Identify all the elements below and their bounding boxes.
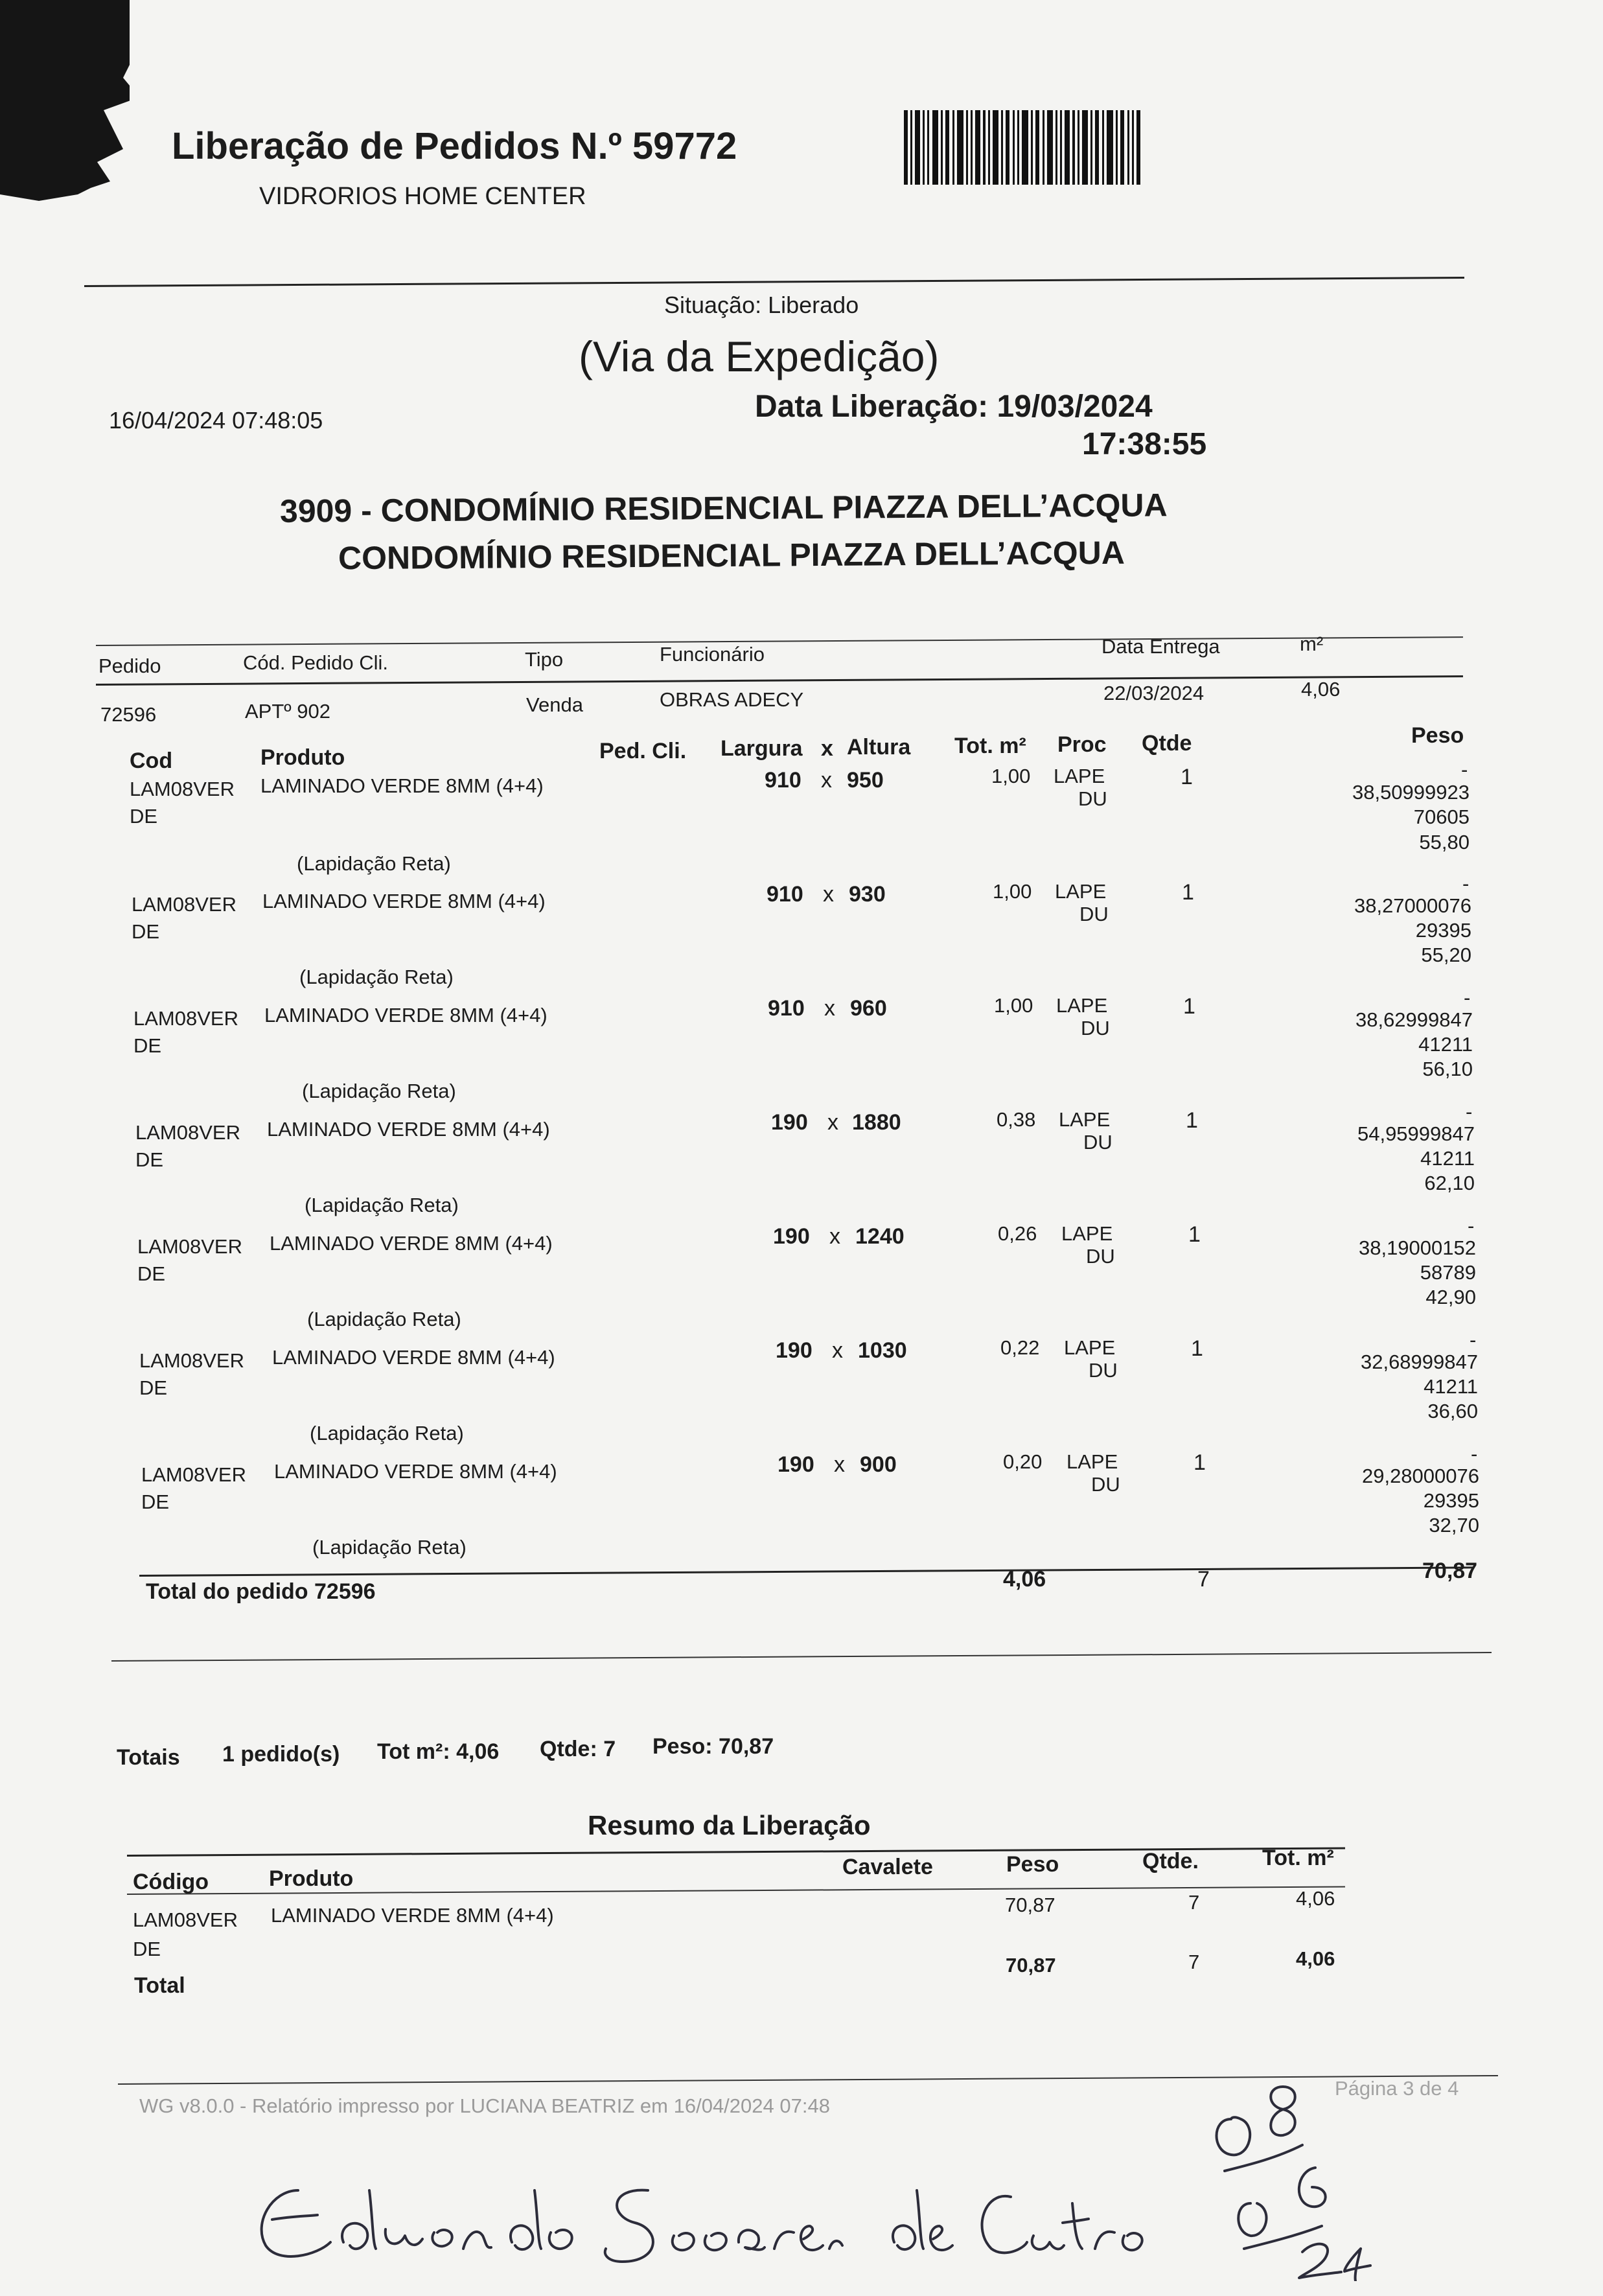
- item-area-weight: 55,80: [1419, 831, 1470, 853]
- client-line-1: 3909 - CONDOMÍNIO RESIDENCIAL PIAZZA DELL’ACQUA: [279, 487, 1168, 529]
- value-m2: 4,06: [1301, 678, 1341, 701]
- item-x: x: [821, 768, 832, 793]
- item-tot-m2: 0,26: [998, 1222, 1037, 1245]
- col-qtde: Qtde: [1142, 731, 1192, 756]
- summary-row-tot-m2: 4,06: [1296, 1887, 1335, 1910]
- page-number: Página 3 de 4: [1335, 2077, 1459, 2100]
- item-row: [0, 1443, 1603, 1560]
- col-largura: Largura: [721, 736, 803, 761]
- summary-col-tot-m2: Tot. m²: [1262, 1846, 1334, 1870]
- item-produto: LAMINADO VERDE 8MM (4+4): [262, 890, 546, 912]
- summary-total-tot-m2: 4,06: [1296, 1947, 1335, 1970]
- item-obs: (Lapidação Reta): [297, 852, 451, 875]
- item-peso: 29,28000076: [1361, 1465, 1479, 1487]
- item-produto: LAMINADO VERDE 8MM (4+4): [264, 1004, 548, 1026]
- col-tot-m2: Tot. m²: [954, 734, 1026, 758]
- item-area-weight: 32,70: [1429, 1514, 1479, 1536]
- item-x: x: [832, 1338, 843, 1363]
- item-peso: 38,19000152: [1358, 1236, 1476, 1259]
- item-qtde: 1: [1183, 994, 1195, 1019]
- label-cod-pedido-cli: Cód. Pedido Cli.: [243, 651, 389, 674]
- section-divider: [111, 1652, 1492, 1662]
- summary-total-peso: 70,87: [1006, 1954, 1056, 1977]
- label-data-entrega: Data Entrega: [1101, 635, 1220, 658]
- item-altura: 960: [850, 996, 887, 1021]
- col-ped-cli: Ped. Cli.: [599, 739, 687, 763]
- item-tot-m2: 1,00: [991, 765, 1031, 787]
- item-obs: (Lapidação Reta): [307, 1308, 461, 1330]
- summary-total-qtde: 7: [1188, 1951, 1200, 1973]
- item-cod-suffix: DE: [133, 1034, 162, 1057]
- totals-m2: Tot m²: 4,06: [377, 1739, 500, 1764]
- label-m2: m²: [1300, 632, 1324, 655]
- item-largura: 190: [776, 1338, 813, 1363]
- summary-col-peso: Peso: [1006, 1852, 1059, 1877]
- summary-row-cod: LAM08VER: [133, 1908, 238, 1931]
- item-largura: 190: [778, 1452, 814, 1477]
- item-proc-suffix: DU: [1091, 1473, 1120, 1496]
- item-proc-suffix: DU: [1079, 903, 1109, 925]
- item-peso: 38,62999847: [1355, 1008, 1473, 1031]
- item-x: x: [834, 1452, 845, 1477]
- item-cod: LAM08VER: [130, 778, 235, 800]
- via-label: (Via da Expedição): [579, 332, 940, 380]
- item-peso: 38,50999923: [1352, 781, 1470, 804]
- item-cod: LAM08VER: [135, 1121, 240, 1144]
- item-proc: LAPE: [1055, 880, 1107, 903]
- item-area-weight: 62,10: [1424, 1172, 1475, 1194]
- item-proc: LAPE: [1061, 1222, 1113, 1245]
- item-obs: (Lapidação Reta): [310, 1422, 464, 1444]
- item-largura: 190: [773, 1224, 810, 1249]
- item-cod-suffix: DE: [137, 1262, 166, 1285]
- item-peso-dash: -: [1468, 1214, 1475, 1237]
- summary-total-label: Total: [134, 1973, 185, 1998]
- item-qtde: 1: [1181, 765, 1193, 789]
- item-altura: 1880: [852, 1110, 901, 1135]
- item-qtde: 1: [1194, 1450, 1206, 1475]
- summary-title: Resumo da Liberação: [588, 1810, 871, 1840]
- item-peso-code: 41211: [1420, 1147, 1475, 1170]
- item-qtde: 1: [1186, 1108, 1198, 1133]
- header-divider: [84, 277, 1464, 287]
- item-area-weight: 56,10: [1422, 1058, 1473, 1080]
- item-peso: 32,68999847: [1360, 1351, 1478, 1373]
- item-largura: 910: [765, 768, 802, 793]
- item-x: x: [827, 1110, 838, 1135]
- item-proc-suffix: DU: [1081, 1017, 1110, 1039]
- item-altura: 930: [849, 882, 886, 907]
- footer-printed-by: WG v8.0.0 - Relatório impresso por LUCIANA BEATRIZ em 16/04/2024 07:48: [139, 2094, 830, 2117]
- item-row: [0, 872, 1603, 990]
- status-text: Situação: Liberado: [664, 292, 859, 318]
- summary-col-produto: Produto: [269, 1866, 354, 1891]
- item-produto: LAMINADO VERDE 8MM (4+4): [270, 1232, 553, 1255]
- totals-pedidos: 1 pedido(s): [222, 1742, 340, 1767]
- item-proc: LAPE: [1064, 1336, 1116, 1359]
- item-cod-suffix: DE: [130, 805, 158, 828]
- item-cod-suffix: DE: [132, 920, 160, 943]
- item-row: [0, 1328, 1603, 1446]
- summary-row-qtde: 7: [1188, 1891, 1200, 1914]
- item-largura: 910: [767, 882, 803, 907]
- item-peso-code: 41211: [1418, 1033, 1473, 1056]
- item-obs: (Lapidação Reta): [305, 1194, 459, 1216]
- summary-col-qtde: Qtde.: [1142, 1849, 1199, 1873]
- item-peso-code: 41211: [1424, 1375, 1478, 1398]
- col-altura: Altura: [847, 735, 911, 760]
- value-pedido: 72596: [100, 703, 157, 726]
- item-altura: 900: [860, 1452, 897, 1477]
- item-cod: LAM08VER: [137, 1235, 242, 1258]
- item-proc-suffix: DU: [1078, 787, 1107, 810]
- item-peso-dash: -: [1470, 1328, 1477, 1351]
- order-total-line: [139, 1566, 1474, 1577]
- item-row: [0, 1100, 1603, 1218]
- item-produto: LAMINADO VERDE 8MM (4+4): [260, 774, 544, 797]
- summary-col-codigo: Código: [133, 1870, 209, 1894]
- item-x: x: [823, 882, 834, 907]
- order-total-peso: 70,87: [1422, 1559, 1478, 1583]
- item-area-weight: 36,60: [1427, 1400, 1478, 1422]
- item-cod-suffix: DE: [141, 1490, 170, 1513]
- totals-qtde: Qtde: 7: [540, 1737, 616, 1761]
- document-title: Liberação de Pedidos N.º 59772: [172, 125, 737, 167]
- item-obs: (Lapidação Reta): [312, 1536, 467, 1559]
- item-proc-suffix: DU: [1083, 1131, 1113, 1154]
- value-cod-pedido-cli: APTº 902: [245, 700, 330, 723]
- item-obs: (Lapidação Reta): [302, 1080, 456, 1102]
- torn-corner: [0, 0, 130, 207]
- barcode: [904, 110, 1140, 185]
- item-area-weight: 55,20: [1421, 944, 1471, 966]
- item-peso-dash: -: [1462, 872, 1470, 895]
- item-obs: (Lapidação Reta): [299, 966, 454, 988]
- item-qtde: 1: [1182, 880, 1194, 905]
- item-proc: LAPE: [1056, 994, 1108, 1017]
- label-funcionario: Funcionário: [660, 643, 765, 666]
- item-qtde: 1: [1188, 1222, 1201, 1247]
- item-cod: LAM08VER: [133, 1007, 238, 1030]
- col-cod: Cod: [130, 748, 173, 773]
- release-time: 17:38:55: [1082, 427, 1207, 461]
- item-cod: LAM08VER: [139, 1349, 244, 1372]
- summary-row-peso: 70,87: [1005, 1894, 1055, 1916]
- handwritten-signature: [246, 2151, 1153, 2281]
- summary-row-produto: LAMINADO VERDE 8MM (4+4): [271, 1904, 554, 1927]
- company-name: VIDRORIOS HOME CENTER: [259, 183, 586, 210]
- order-header-top-line: [96, 636, 1463, 646]
- item-peso-code: 29395: [1415, 919, 1471, 942]
- item-peso-dash: -: [1466, 1100, 1473, 1123]
- item-row: [0, 986, 1603, 1104]
- item-altura: 1240: [855, 1224, 905, 1249]
- order-total-qtde: 7: [1197, 1567, 1210, 1592]
- item-produto: LAMINADO VERDE 8MM (4+4): [272, 1346, 555, 1369]
- order-total-m2: 4,06: [1003, 1567, 1046, 1592]
- totals-peso: Peso: 70,87: [652, 1734, 774, 1759]
- summary-row-cod-suffix: DE: [133, 1938, 161, 1960]
- printed-timestamp: 16/04/2024 07:48:05: [109, 407, 323, 434]
- label-tipo: Tipo: [525, 648, 564, 671]
- item-x: x: [829, 1224, 840, 1249]
- item-peso: 38,27000076: [1354, 894, 1471, 917]
- item-proc-suffix: DU: [1089, 1359, 1118, 1382]
- item-cod-suffix: DE: [139, 1376, 168, 1399]
- item-peso: 54,95999847: [1357, 1122, 1475, 1145]
- release-date: Data Liberação: 19/03/2024: [755, 389, 1153, 424]
- item-peso-dash: -: [1461, 758, 1468, 781]
- item-x: x: [824, 996, 835, 1021]
- item-cod-suffix: DE: [135, 1148, 164, 1171]
- item-qtde: 1: [1191, 1336, 1203, 1361]
- item-tot-m2: 1,00: [993, 880, 1032, 903]
- item-proc: LAPE: [1059, 1108, 1111, 1131]
- item-area-weight: 42,90: [1425, 1286, 1476, 1308]
- value-tipo: Venda: [526, 693, 583, 716]
- item-peso-dash: -: [1464, 986, 1471, 1009]
- item-tot-m2: 0,20: [1003, 1450, 1043, 1473]
- item-altura: 950: [847, 768, 884, 793]
- totals-label: Totais: [117, 1745, 180, 1770]
- item-peso-code: 29395: [1423, 1489, 1479, 1512]
- handwritten-date: [1205, 2061, 1374, 2281]
- item-proc: LAPE: [1067, 1450, 1118, 1473]
- order-header-bottom-line: [96, 675, 1463, 686]
- value-data-entrega: 22/03/2024: [1103, 682, 1205, 704]
- item-peso-code: 70605: [1413, 806, 1470, 828]
- col-x: x: [821, 736, 833, 761]
- item-row: [0, 1214, 1603, 1332]
- item-tot-m2: 0,38: [997, 1108, 1036, 1131]
- item-tot-m2: 0,22: [1000, 1336, 1040, 1359]
- col-peso: Peso: [1411, 723, 1464, 748]
- value-funcionario: OBRAS ADECY: [660, 688, 804, 711]
- item-cod: LAM08VER: [132, 893, 236, 916]
- client-line-2: CONDOMÍNIO RESIDENCIAL PIAZZA DELL’ACQUA: [338, 534, 1125, 577]
- item-largura: 190: [771, 1110, 808, 1135]
- order-total-label: Total do pedido 72596: [146, 1579, 376, 1604]
- item-cod: LAM08VER: [141, 1463, 246, 1486]
- label-pedido: Pedido: [98, 655, 161, 677]
- summary-col-cavalete: Cavalete: [842, 1855, 933, 1879]
- col-produto: Produto: [260, 745, 345, 770]
- item-proc: LAPE: [1054, 765, 1105, 787]
- item-peso-dash: -: [1471, 1443, 1478, 1465]
- item-altura: 1030: [858, 1338, 907, 1363]
- item-produto: LAMINADO VERDE 8MM (4+4): [274, 1460, 557, 1483]
- item-peso-code: 58789: [1420, 1261, 1476, 1284]
- item-tot-m2: 1,00: [994, 994, 1033, 1017]
- col-proc: Proc: [1057, 732, 1107, 757]
- item-proc-suffix: DU: [1086, 1245, 1115, 1268]
- item-produto: LAMINADO VERDE 8MM (4+4): [267, 1118, 550, 1141]
- item-largura: 910: [768, 996, 805, 1021]
